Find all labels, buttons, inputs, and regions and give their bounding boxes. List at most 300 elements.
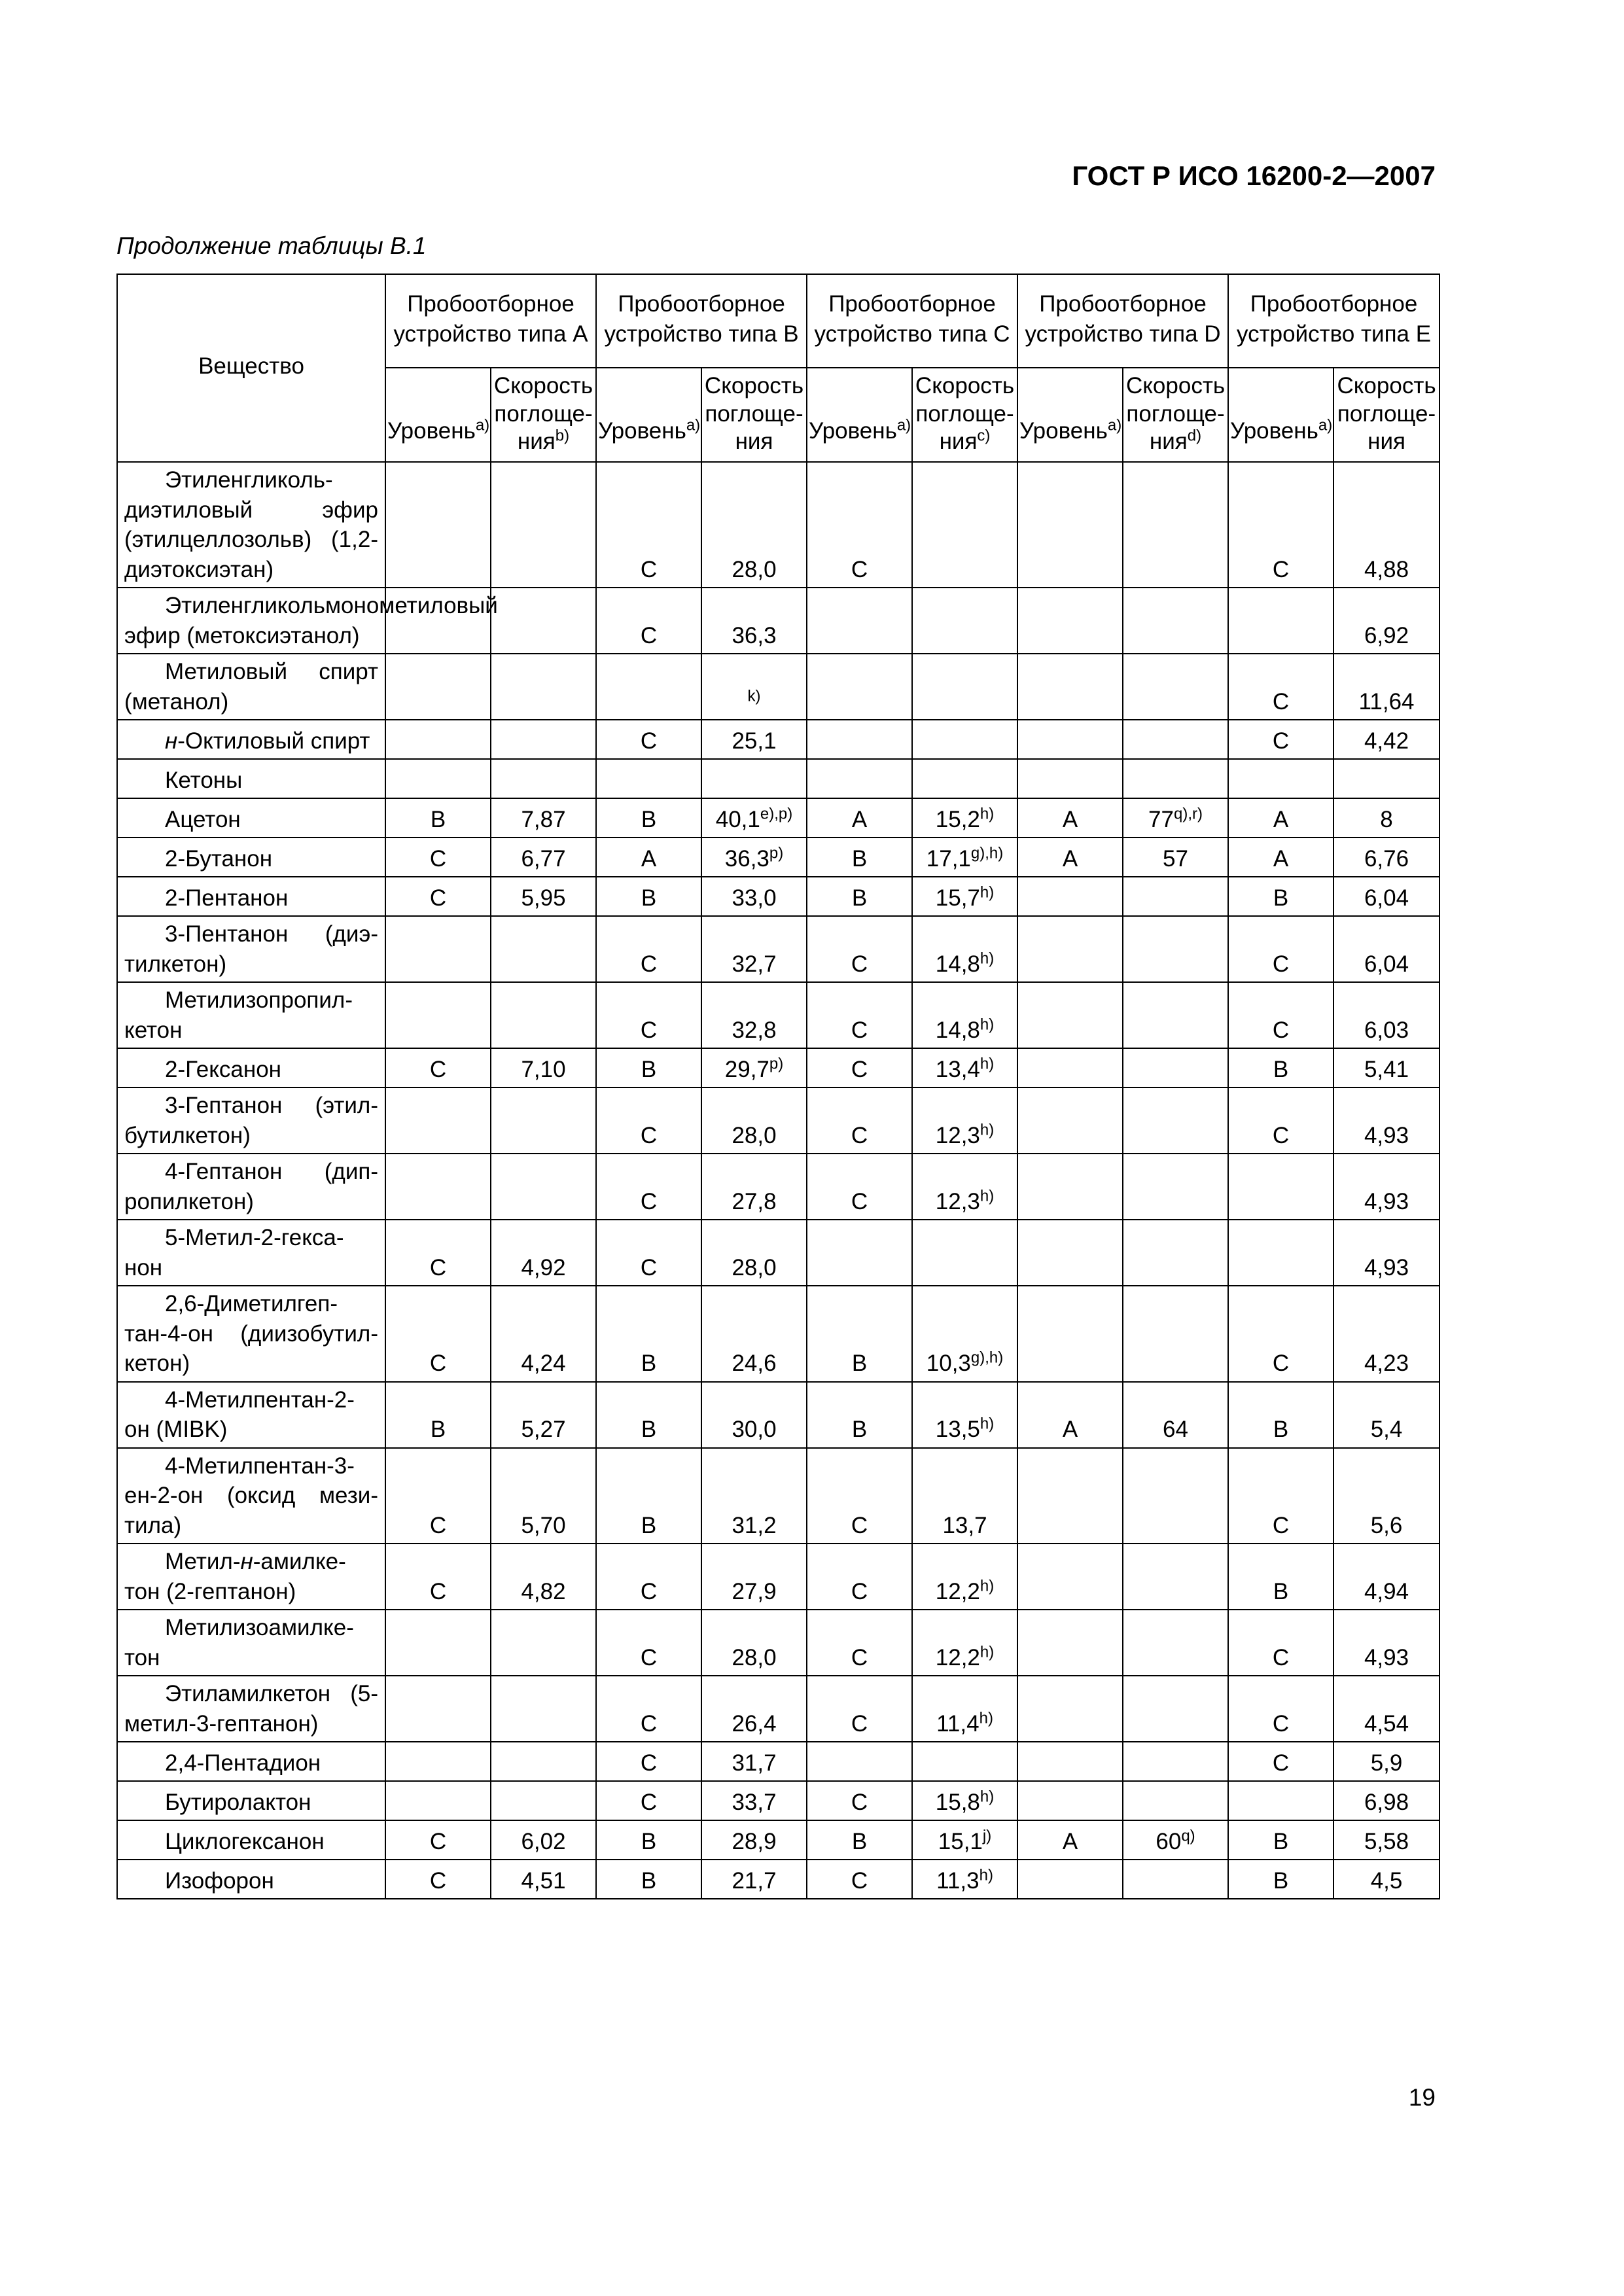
substance-name	[117, 877, 385, 916]
level-cell	[807, 1610, 912, 1676]
uptake-rate-cell	[1123, 1154, 1228, 1220]
table-caption: Продолжение таблицы B.1	[116, 232, 427, 259]
cell-value: 5,6	[1370, 1512, 1403, 1538]
cell-value: 4,51	[521, 1867, 566, 1894]
cell-value: 30,0	[732, 1417, 777, 1443]
substance-name-text: 5-Метил-2-гекса-нон	[124, 1225, 344, 1280]
level-cell	[807, 1742, 912, 1781]
cell-value: 40,1	[715, 806, 760, 832]
sampler-type-header: Пробоотборное устройство типа D	[1017, 274, 1228, 368]
footnote-mark: h)	[980, 1415, 995, 1433]
footnote-mark: k)	[747, 686, 761, 705]
uptake-rate-cell	[1123, 1676, 1228, 1742]
uptake-rate-cell	[701, 654, 807, 720]
substance-name	[117, 1220, 385, 1286]
uptake-rate-cell	[1333, 1154, 1439, 1220]
cell-value: C	[1272, 1710, 1290, 1737]
cell-value: 6,04	[1364, 951, 1409, 977]
uptake-rate-cell	[491, 759, 596, 798]
footnote-mark: h)	[980, 1186, 995, 1205]
substance-name-text: Изофорон	[165, 1867, 274, 1894]
level-cell	[807, 759, 912, 798]
uptake-rate-cell	[1123, 759, 1228, 798]
cell-value: B	[641, 885, 657, 911]
substance-name	[117, 1382, 385, 1448]
cell-value: 13,7	[942, 1512, 987, 1538]
substance-name-text: 3-Гептанон (этил-бутилкетон)	[124, 1093, 378, 1148]
table-row	[117, 1220, 1439, 1286]
cell-value: A	[1062, 1828, 1078, 1854]
uptake-rate-cell	[1333, 982, 1439, 1048]
cell-value: C	[1272, 1644, 1290, 1670]
uptake-rate-cell	[491, 877, 596, 916]
cell-value: 7,10	[521, 1056, 566, 1082]
level-cell	[807, 916, 912, 982]
level-cell	[1017, 838, 1123, 877]
substance-name-text: -амилке-тон (2-гептанон)	[124, 1549, 346, 1604]
uptake-rate-cell	[701, 1820, 807, 1860]
uptake-rate-cell	[701, 838, 807, 877]
table-row	[117, 759, 1439, 798]
level-cell	[1017, 462, 1123, 588]
cell-value: C	[851, 951, 868, 977]
cell-value: C	[1272, 1351, 1290, 1377]
substance-name	[117, 654, 385, 720]
uptake-rate-cell	[701, 720, 807, 759]
level-cell	[596, 916, 701, 982]
level-cell	[385, 798, 491, 838]
uptake-rate-cell	[912, 1544, 1017, 1610]
substance-name	[117, 462, 385, 588]
substance-name-text: 4-Метилпентан-3-ен-2-он (оксид мези-тила)	[124, 1453, 378, 1538]
uptake-rate-cell	[1333, 654, 1439, 720]
cell-value: 5,4	[1370, 1417, 1403, 1443]
cell-value: 14,8	[935, 1017, 980, 1043]
cell-value: 28,0	[732, 1122, 777, 1148]
cell-value: B	[430, 1417, 446, 1443]
level-cell	[596, 1860, 701, 1899]
cell-value: 25,1	[732, 728, 777, 754]
cell-value: 6,77	[521, 845, 566, 872]
uptake-rate-cell	[1333, 1820, 1439, 1860]
uptake-rate-cell	[701, 1781, 807, 1820]
uptake-rate-cell	[1123, 720, 1228, 759]
uptake-rate-cell	[1123, 588, 1228, 654]
cell-value: C	[851, 1188, 868, 1214]
uptake-rate-cell	[701, 1382, 807, 1448]
cell-value: 15,2	[935, 806, 980, 832]
cell-value: 11,4	[936, 1710, 980, 1737]
uptake-rate-cell	[912, 1781, 1017, 1820]
cell-value: 4,93	[1364, 1254, 1409, 1280]
cell-value: 13,5	[935, 1417, 980, 1443]
substance-name-text: Этиленгликольмонометиловый эфир (метоксиэтанол)	[124, 593, 498, 648]
uptake-rate-header	[1333, 368, 1439, 462]
substance-name-italic: н	[240, 1549, 253, 1575]
level-cell	[596, 1742, 701, 1781]
level-cell	[1228, 654, 1333, 720]
level-cell	[1228, 1544, 1333, 1610]
cell-value: C	[640, 951, 658, 977]
level-cell	[385, 877, 491, 916]
cell-value: 8	[1380, 806, 1393, 832]
uptake-rate-cell	[1333, 588, 1439, 654]
table-row	[117, 1448, 1439, 1544]
level-cell	[385, 838, 491, 877]
footnote-mark: p)	[769, 1054, 784, 1072]
level-cell	[596, 1820, 701, 1860]
uptake-rate-cell	[1123, 1286, 1228, 1382]
substance-name	[117, 1048, 385, 1087]
level-cell	[1017, 1286, 1123, 1382]
footnote-mark: d)	[1187, 427, 1202, 445]
level-cell	[596, 1154, 701, 1220]
footnote-mark: h)	[980, 804, 995, 822]
level-cell	[1228, 1781, 1333, 1820]
level-cell	[1228, 916, 1333, 982]
substance-name-text: 3-Пентанон (диэ-тилкетон)	[124, 921, 378, 977]
substance-name	[117, 798, 385, 838]
uptake-rate-cell	[491, 1544, 596, 1610]
level-cell	[385, 1781, 491, 1820]
level-cell	[596, 982, 701, 1048]
footnote-mark: p)	[769, 843, 784, 862]
substance-name-text: 2-Бутанон	[165, 845, 273, 872]
table-row	[117, 1087, 1439, 1154]
level-cell	[1017, 720, 1123, 759]
uptake-rate-cell	[701, 1742, 807, 1781]
substance-name-text: Метилизоамилке-тон	[124, 1615, 354, 1670]
level-cell	[385, 1820, 491, 1860]
table-row	[117, 720, 1439, 759]
table-row	[117, 916, 1439, 982]
cell-value: C	[429, 1578, 447, 1604]
sampler-type-header: Пробоотборное устройство типа E	[1228, 274, 1439, 368]
level-cell	[1017, 1676, 1123, 1742]
uptake-rate-cell	[491, 1087, 596, 1154]
table-row	[117, 877, 1439, 916]
level-cell	[596, 1448, 701, 1544]
cell-value: 15,1	[938, 1828, 983, 1854]
level-cell	[807, 720, 912, 759]
cell-value: A	[1062, 1417, 1078, 1443]
level-cell	[1017, 588, 1123, 654]
substance-name-prefix: Метил-	[165, 1549, 241, 1575]
uptake-rate-cell	[701, 1048, 807, 1087]
uptake-rate-cell	[1333, 720, 1439, 759]
level-cell	[807, 1220, 912, 1286]
substance-name-text: Бутиролактон	[165, 1789, 311, 1815]
cell-value: 6,04	[1364, 885, 1409, 911]
cell-value: B	[851, 1351, 868, 1377]
level-cell	[385, 1154, 491, 1220]
uptake-rate-cell	[912, 1676, 1017, 1742]
uptake-rate-cell	[912, 1610, 1017, 1676]
cell-value: A	[1062, 845, 1078, 872]
cell-value: B	[641, 1828, 657, 1854]
level-cell	[807, 1154, 912, 1220]
cell-value: 24,6	[732, 1351, 777, 1377]
cell-value: 60	[1156, 1828, 1182, 1854]
uptake-rate-label: Скорость поглоще- ния	[493, 373, 593, 455]
page-number: 19	[1408, 2084, 1436, 2111]
uptake-rate-cell	[912, 838, 1017, 877]
level-cell	[1017, 798, 1123, 838]
cell-value: B	[851, 1417, 868, 1443]
cell-value: B	[851, 885, 868, 911]
cell-value: C	[640, 728, 658, 754]
uptake-rate-cell	[912, 1048, 1017, 1087]
cell-value: B	[1273, 1056, 1289, 1082]
footnote-mark: h)	[980, 1787, 995, 1805]
level-label: Уровень	[387, 417, 476, 444]
level-cell	[596, 1220, 701, 1286]
level-cell	[1017, 916, 1123, 982]
uptake-rate-cell	[1123, 1382, 1228, 1448]
cell-value: 27,9	[732, 1578, 777, 1604]
level-cell	[1228, 1286, 1333, 1382]
table-row	[117, 1610, 1439, 1676]
uptake-rate-cell	[1123, 798, 1228, 838]
uptake-rate-cell	[491, 838, 596, 877]
substance-name-text: 4-Гептанон (дип-ропилкетон)	[124, 1159, 378, 1214]
level-cell	[807, 798, 912, 838]
footnote-mark: a)	[686, 416, 701, 434]
level-cell	[1228, 1820, 1333, 1860]
cell-value: 28,9	[732, 1828, 777, 1854]
uptake-rate-cell	[491, 1676, 596, 1742]
cell-value: 21,7	[732, 1867, 777, 1894]
level-cell	[1228, 1742, 1333, 1781]
uptake-rate-cell	[912, 916, 1017, 982]
cell-value: 12,3	[935, 1188, 980, 1214]
footnote-mark: a)	[896, 416, 911, 434]
cell-value: 6,98	[1364, 1789, 1409, 1815]
cell-value: 32,7	[732, 951, 777, 977]
table-row	[117, 1382, 1439, 1448]
cell-value: C	[1272, 1017, 1290, 1043]
uptake-rate-cell	[491, 1742, 596, 1781]
level-cell	[807, 1544, 912, 1610]
cell-value: C	[640, 1789, 658, 1815]
footnote-mark: h)	[980, 1054, 995, 1072]
substance-name	[117, 1742, 385, 1781]
level-cell	[1228, 759, 1333, 798]
substance-name	[117, 916, 385, 982]
cell-value: B	[1273, 1578, 1289, 1604]
level-cell	[807, 1382, 912, 1448]
level-cell	[1228, 1048, 1333, 1087]
cell-value: 11,3	[936, 1867, 980, 1894]
uptake-rate-header	[912, 368, 1017, 462]
level-cell	[385, 720, 491, 759]
cell-value: B	[1273, 1828, 1289, 1854]
substance-name-text: Кетоны	[165, 767, 243, 793]
substance-name-text: Метиловый спирт (метанол)	[124, 659, 378, 715]
uptake-rate-cell	[912, 1742, 1017, 1781]
uptake-rate-cell	[912, 1087, 1017, 1154]
uptake-rate-cell	[912, 1154, 1017, 1220]
cell-value: 5,9	[1370, 1750, 1403, 1776]
cell-value: B	[641, 1351, 657, 1377]
level-cell	[385, 1448, 491, 1544]
cell-value: B	[641, 1056, 657, 1082]
uptake-rate-cell	[1333, 1610, 1439, 1676]
sampler-type-header: Пробоотборное устройство типа B	[596, 274, 807, 368]
uptake-rate-cell	[701, 1087, 807, 1154]
uptake-rate-cell	[491, 1382, 596, 1448]
level-cell	[807, 462, 912, 588]
cell-value: 15,8	[935, 1789, 980, 1815]
substance-name	[117, 1676, 385, 1742]
level-cell	[596, 1087, 701, 1154]
cell-value: A	[641, 845, 657, 872]
level-cell	[1017, 1154, 1123, 1220]
uptake-rate-cell	[912, 1286, 1017, 1382]
uptake-rate-cell	[491, 1610, 596, 1676]
uptake-rate-cell	[1123, 877, 1228, 916]
sampler-type-header: Пробоотборное устройство типа A	[385, 274, 596, 368]
level-cell	[385, 1382, 491, 1448]
cell-value: 4,82	[521, 1578, 566, 1604]
level-cell	[1228, 877, 1333, 916]
cell-value: 5,41	[1364, 1056, 1409, 1082]
uptake-rate-cell	[1123, 654, 1228, 720]
uptake-rate-cell	[1123, 838, 1228, 877]
level-cell	[1228, 462, 1333, 588]
substance-name	[117, 1154, 385, 1220]
uptake-rate-cell	[1333, 1382, 1439, 1448]
cell-value: C	[640, 622, 658, 648]
level-cell	[596, 1676, 701, 1742]
level-cell	[596, 798, 701, 838]
footnote-mark: a)	[1107, 416, 1122, 434]
uptake-rate-cell	[491, 720, 596, 759]
uptake-rate-cell	[1123, 982, 1228, 1048]
level-cell	[385, 1742, 491, 1781]
uptake-rate-cell	[491, 1220, 596, 1286]
footnote-mark: b)	[555, 427, 570, 445]
uptake-rate-cell	[701, 588, 807, 654]
cell-value: B	[851, 1828, 868, 1854]
uptake-rate-cell	[912, 1820, 1017, 1860]
uptake-rate-cell	[1333, 1742, 1439, 1781]
table-row	[117, 1286, 1439, 1382]
level-cell	[1017, 1448, 1123, 1544]
cell-value: C	[1272, 556, 1290, 582]
cell-value: C	[640, 1644, 658, 1670]
cell-value: 4,42	[1364, 728, 1409, 754]
level-cell	[596, 759, 701, 798]
uptake-rate-cell	[701, 462, 807, 588]
level-cell	[807, 838, 912, 877]
cell-value: C	[429, 1254, 447, 1280]
level-label: Уровень	[1230, 417, 1318, 444]
level-header	[385, 368, 491, 462]
level-cell	[807, 1286, 912, 1382]
uptake-rate-cell	[1123, 462, 1228, 588]
uptake-rate-cell	[1123, 1544, 1228, 1610]
level-cell	[385, 1860, 491, 1899]
table-row	[117, 1676, 1439, 1742]
table-row	[117, 838, 1439, 877]
substance-name-text: Циклогексанон	[165, 1828, 325, 1854]
cell-value: 5,95	[521, 885, 566, 911]
level-cell	[596, 838, 701, 877]
uptake-rate-cell	[1333, 877, 1439, 916]
uptake-rate-cell	[912, 720, 1017, 759]
cell-value: 33,7	[732, 1789, 777, 1815]
level-cell	[1017, 1742, 1123, 1781]
uptake-rate-cell	[701, 982, 807, 1048]
substance-name	[117, 720, 385, 759]
sampler-type-header: Пробоотборное устройство типа C	[807, 274, 1017, 368]
cell-value: C	[851, 1644, 868, 1670]
uptake-rate-cell	[1333, 1781, 1439, 1820]
cell-value: C	[429, 885, 447, 911]
level-cell	[385, 1286, 491, 1382]
cell-value: 31,7	[732, 1750, 777, 1776]
level-cell	[807, 1087, 912, 1154]
table-row	[117, 654, 1439, 720]
uptake-rate-cell	[1123, 1087, 1228, 1154]
uptake-rate-cell	[1123, 1860, 1228, 1899]
level-cell	[1228, 1154, 1333, 1220]
uptake-rate-cell	[1123, 1742, 1228, 1781]
cell-value: 5,58	[1364, 1828, 1409, 1854]
level-cell	[1017, 1544, 1123, 1610]
level-cell	[1228, 1448, 1333, 1544]
cell-value: B	[1273, 1417, 1289, 1443]
level-cell	[807, 1676, 912, 1742]
uptake-rate-cell	[701, 1220, 807, 1286]
cell-value: B	[641, 1867, 657, 1894]
level-cell	[1017, 1048, 1123, 1087]
level-cell	[385, 1544, 491, 1610]
cell-value: C	[851, 1056, 868, 1082]
uptake-rate-cell	[1123, 1448, 1228, 1544]
uptake-rate-cell	[1333, 1220, 1439, 1286]
level-cell	[1228, 720, 1333, 759]
uptake-rate-cell	[701, 1610, 807, 1676]
level-cell	[596, 1286, 701, 1382]
substance-name	[117, 982, 385, 1048]
footnote-mark: h)	[980, 883, 995, 901]
cell-value: C	[851, 1578, 868, 1604]
cell-value: B	[641, 806, 657, 832]
uptake-rate-cell	[1333, 798, 1439, 838]
cell-value: C	[429, 1351, 447, 1377]
cell-value: B	[641, 1512, 657, 1538]
cell-value: C	[1272, 1122, 1290, 1148]
uptake-rate-cell	[1333, 1676, 1439, 1742]
uptake-rate-cell	[701, 1448, 807, 1544]
cell-value: 4,23	[1364, 1351, 1409, 1377]
cell-value: C	[640, 1710, 658, 1737]
level-cell	[1017, 1087, 1123, 1154]
cell-value: B	[851, 845, 868, 872]
uptake-rate-cell	[701, 1544, 807, 1610]
uptake-rate-cell	[491, 982, 596, 1048]
cell-value: A	[1273, 845, 1289, 872]
cell-value: 14,8	[935, 951, 980, 977]
level-cell	[807, 588, 912, 654]
cell-value: C	[851, 1017, 868, 1043]
footnote-mark: q)	[1181, 1826, 1195, 1845]
cell-value: C	[1272, 1750, 1290, 1776]
substance-name-text: 4-Метилпентан-2-он (MIBK)	[124, 1386, 355, 1443]
level-cell	[807, 1048, 912, 1087]
